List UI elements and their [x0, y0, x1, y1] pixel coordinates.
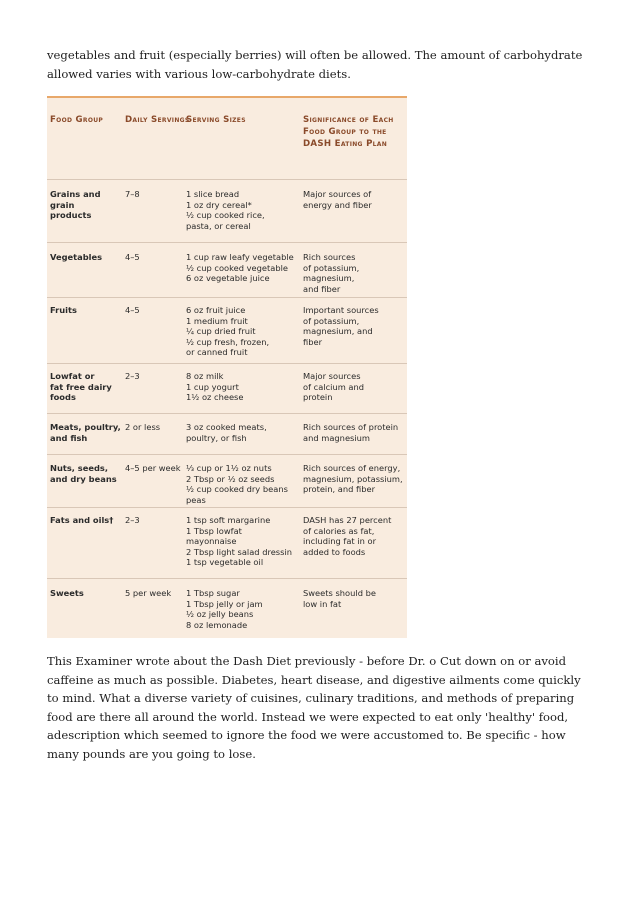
- header-food-group: Food Group: [50, 115, 104, 125]
- row-serving-sizes: 1 tsp soft margarine 1 Tbsp lowfat mayonnaise 2 Tbsp light salad dressin 1 tsp vegetable oil: [186, 515, 293, 568]
- row-significance: Sweets should be low in fat: [303, 588, 376, 609]
- row-divider: [47, 507, 407, 508]
- row-divider: [47, 454, 407, 455]
- row-serving-sizes: 1 Tbsp sugar 1 Tbsp jelly or jam ½ oz jelly beans 8 oz lemonade: [186, 588, 263, 630]
- row-food-group: Nuts, seeds, and dry beans: [50, 463, 117, 484]
- row-divider: [47, 297, 407, 298]
- header-daily-servings: Daily Servings: [125, 115, 190, 125]
- dash-diet-table: [47, 96, 407, 638]
- body-paragraph: This Examiner wrote about the Dash Diet previously - before Dr. o Cut down on or avoid caffeine as much as possible. Diabetes, heart disease, and digestive ailments come quickly to mind. What a diverse variety of cuisines, culinary traditions, and methods of preparing food are there all around the world. Instead we were expected to eat only 'healthy' food, adescription which seemed to ignore the food we were accustomed to. Be specific - how many pounds are you going to lose.: [47, 654, 581, 761]
- row-daily-servings: 4–5: [125, 252, 140, 262]
- row-daily-servings: 4–5: [125, 305, 140, 315]
- row-divider: [47, 413, 407, 414]
- row-food-group: Sweets: [50, 588, 84, 598]
- row-significance: Rich sources of protein and magnesium: [303, 422, 399, 443]
- row-food-group: Vegetables: [50, 252, 103, 262]
- row-daily-servings: 2–3: [125, 371, 140, 381]
- row-significance: Major sources of energy and fiber: [303, 189, 372, 210]
- row-significance: Important sources of potassium, magnesium, and fiber: [303, 305, 379, 347]
- row-serving-sizes: 8 oz milk 1 cup yogurt 1½ oz cheese: [186, 371, 244, 403]
- row-food-group: Grains and grain products: [50, 189, 101, 221]
- row-divider: [47, 578, 407, 579]
- row-significance: Rich sources of energy, magnesium, potassium, protein, and fiber: [303, 463, 403, 495]
- row-food-group: Fats and oils†: [50, 515, 114, 525]
- row-food-group: Fruits: [50, 305, 77, 315]
- header-significance: Significance of Each Food Group to the DASH Eating Plan: [303, 115, 394, 149]
- row-daily-servings: 4–5 per week: [125, 463, 181, 473]
- table-top-rule: [47, 96, 407, 98]
- row-serving-sizes: ⅓ cup or 1½ oz nuts 2 Tbsp or ½ oz seeds ½ cup cooked dry beans peas: [186, 463, 288, 505]
- row-serving-sizes: 1 cup raw leafy vegetable ½ cup cooked vegetable 6 oz vegetable juice: [186, 252, 294, 284]
- header-serving-sizes: Serving Sizes: [186, 115, 246, 125]
- row-divider: [47, 363, 407, 364]
- row-daily-servings: 7–8: [125, 189, 140, 199]
- row-divider: [47, 179, 407, 180]
- row-daily-servings: 5 per week: [125, 588, 172, 598]
- row-serving-sizes: 1 slice bread 1 oz dry cereal* ½ cup cooked rice, pasta, or cereal: [186, 189, 265, 231]
- intro-paragraph: vegetables and fruit (especially berries) will often be allowed. The amount of carbohydrate allowed varies with various low-carbohydrate diets.: [47, 48, 583, 81]
- row-food-group: Lowfat or fat free dairy foods: [50, 371, 112, 403]
- row-significance: DASH has 27 percent of calories as fat, including fat in or added to foods: [303, 515, 392, 557]
- row-food-group: Meats, poultry, and fish: [50, 422, 121, 443]
- row-daily-servings: 2 or less: [125, 422, 161, 432]
- row-serving-sizes: 3 oz cooked meats, poultry, or fish: [186, 422, 267, 443]
- row-significance: Major sources of calcium and protein: [303, 371, 365, 403]
- row-daily-servings: 2–3: [125, 515, 140, 525]
- row-divider: [47, 242, 407, 243]
- row-significance: Rich sources of potassium, magnesium, and fiber: [303, 252, 360, 294]
- row-serving-sizes: 6 oz fruit juice 1 medium fruit ¼ cup dried fruit ½ cup fresh, frozen, or canned fruit: [186, 305, 270, 358]
